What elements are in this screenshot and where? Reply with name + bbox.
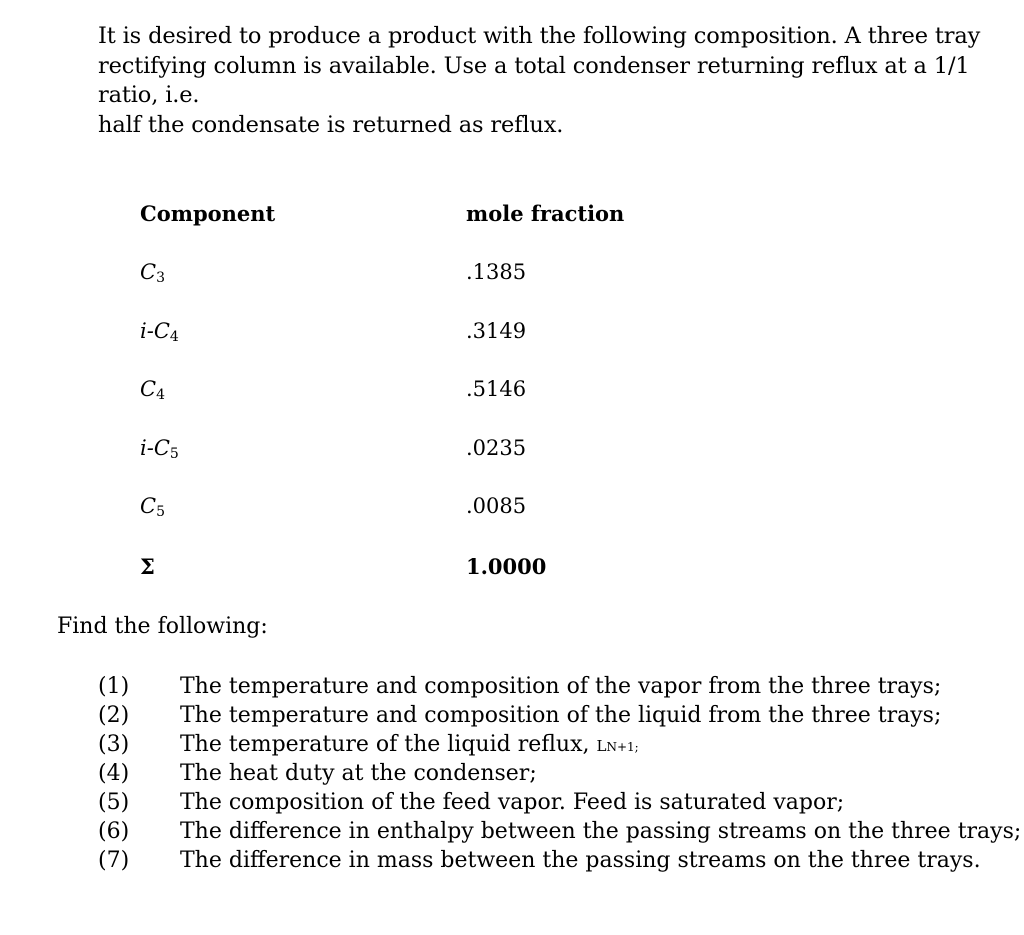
list-item-number: (4) — [98, 761, 130, 786]
find-label: Find the following: — [57, 614, 268, 639]
sum-symbol: Σ — [140, 554, 155, 579]
list-item-text: The temperature and composition of the vapor from the three trays; — [180, 674, 942, 699]
component-formula: $C_3$ — [140, 260, 165, 286]
list-item — [98, 701, 1018, 730]
mole-fraction-value: .0085 — [466, 494, 527, 518]
list-item — [98, 759, 1018, 788]
total-value: 1.0000 — [466, 554, 547, 579]
list-item — [98, 788, 1018, 817]
list-item-number: (2) — [98, 703, 130, 728]
list-item-number: (3) — [98, 732, 130, 757]
list-item-text: The composition of the feed vapor. Feed is saturated vapor; — [180, 790, 845, 815]
mole-fraction-value: .3149 — [466, 319, 527, 343]
list-item-number: (6) — [98, 819, 130, 844]
reflux-subscript: N+1; — [606, 740, 639, 754]
table-row — [140, 490, 740, 522]
intro-line: half the condensate is returned as reflux. — [98, 111, 564, 138]
list-item-text: The temperature and composition of the liquid from the three trays; — [180, 703, 942, 728]
component-header: Component — [140, 201, 276, 226]
component-formula: $C_5$ — [140, 494, 165, 520]
list-item — [98, 672, 1018, 701]
list-item-text: The heat duty at the condenser; — [180, 761, 537, 786]
mole-fraction-value: .5146 — [466, 377, 527, 401]
component-formula: $i-C_5$ — [140, 436, 179, 462]
reflux-symbol: L — [596, 737, 607, 755]
list-item-text: The temperature of the liquid reflux, LN+1; — [180, 732, 639, 757]
intro-line: rectifying column is available. Use a total condenser returning reflux at a 1/1 ratio, i.e. — [98, 52, 970, 108]
table-row — [140, 315, 740, 347]
list-item-text: The difference in mass between the passing streams on the three trays. — [180, 848, 981, 873]
table-header-row — [140, 198, 740, 230]
table-total-row — [140, 551, 740, 583]
intro-line: It is desired to produce a product with the following composition. A three tray — [98, 23, 981, 49]
list-item — [98, 846, 1018, 875]
intro-paragraph — [98, 22, 1018, 140]
list-item — [98, 817, 1022, 846]
table-row — [140, 373, 740, 405]
mole-fraction-value: .0235 — [466, 436, 527, 460]
mole-fraction-header: mole fraction — [466, 201, 625, 226]
list-item-number: (5) — [98, 790, 130, 815]
component-formula: $i-C_4$ — [140, 319, 179, 345]
list-item-number: (7) — [98, 848, 130, 873]
table-row — [140, 256, 740, 288]
list-item — [98, 730, 1018, 759]
component-formula: $C_4$ — [140, 377, 165, 403]
table-row — [140, 432, 740, 464]
task-list — [98, 672, 1022, 875]
list-item-text: The difference in enthalpy between the passing streams on the three trays; — [180, 819, 1022, 844]
list-item-number: (1) — [98, 674, 130, 699]
mole-fraction-value: .1385 — [466, 260, 527, 284]
